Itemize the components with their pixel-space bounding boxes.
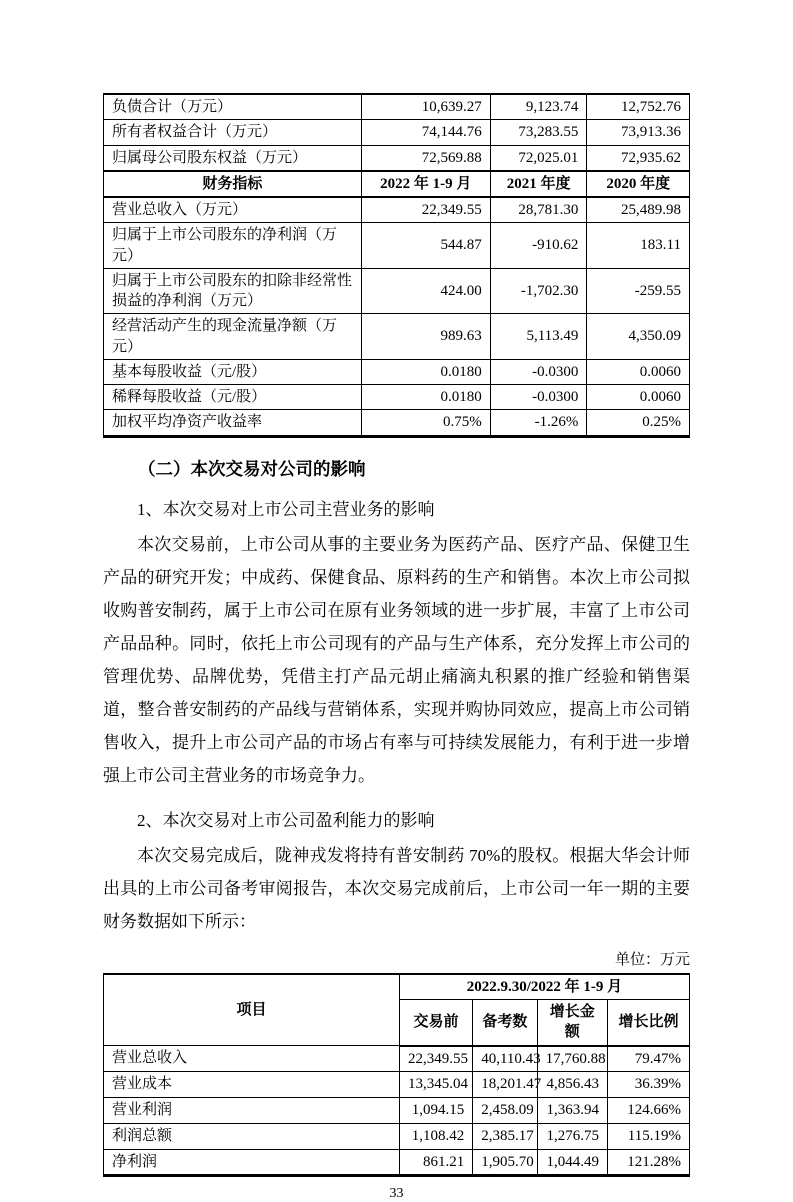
paragraph-2: 本次交易完成后，陇神戎发将持有普安制药 70%的股权。根据大华会计师出具的上市公司备考审阅报告，本次交易完成前后，上市公司一年一期的主要财务数据如下所示：	[103, 845, 690, 931]
value-cell: 79.47%	[607, 1046, 689, 1072]
header-cell: 增长比例	[607, 1000, 689, 1046]
page-number: 33	[389, 1186, 404, 1202]
table-row	[104, 223, 690, 269]
value-cell: -259.55	[587, 268, 690, 314]
value-cell: -910.62	[490, 223, 587, 269]
value-cell: 36.39%	[607, 1072, 689, 1098]
value-cell: 183.11	[587, 223, 690, 269]
value-cell: -1,702.30	[490, 268, 587, 314]
row-label-cell: 归属于上市公司股东的净利润（万元）	[104, 223, 362, 269]
value-cell: 115.19%	[607, 1124, 689, 1150]
value-cell: 13,345.04	[399, 1072, 472, 1098]
subsection-heading-2: 2、本次交易对上市公司盈利能力的影响	[137, 810, 435, 830]
row-label-cell: 营业成本	[104, 1072, 400, 1098]
header-cell: 项目	[104, 974, 400, 1046]
header-cell: 2022.9.30/2022 年 1-9 月	[399, 974, 689, 1000]
table-row	[104, 1046, 690, 1072]
header-cell: 2021 年度	[490, 171, 587, 197]
value-cell: 12,752.76	[587, 94, 690, 120]
value-cell: 25,489.98	[587, 197, 690, 223]
value-cell: 0.25%	[587, 410, 690, 436]
table-row	[104, 410, 690, 436]
value-cell: 73,913.36	[587, 120, 690, 145]
value-cell: 5,113.49	[490, 314, 587, 360]
table-row	[104, 94, 690, 120]
value-cell: 0.0180	[361, 385, 490, 410]
table-row	[104, 385, 690, 410]
table-row	[104, 145, 690, 171]
value-cell: -0.0300	[490, 359, 587, 384]
header-cell: 2020 年度	[587, 171, 690, 197]
value-cell: 4,856.43	[537, 1072, 607, 1098]
row-label-cell: 所有者权益合计（万元）	[104, 120, 362, 145]
value-cell: 0.0060	[587, 385, 690, 410]
subsection-heading-1: 1、本次交易对上市公司主营业务的影响	[137, 499, 435, 519]
value-cell: 1,044.49	[537, 1150, 607, 1176]
table-row	[104, 268, 690, 314]
value-cell: 1,276.75	[537, 1124, 607, 1150]
header-cell: 备考数	[473, 1000, 537, 1046]
row-label-cell: 归属于上市公司股东的扣除非经常性损益的净利润（万元）	[104, 268, 362, 314]
value-cell: 72,025.01	[490, 145, 587, 171]
proforma-comparison-table	[103, 973, 690, 1178]
table-row	[104, 1098, 690, 1124]
row-label-cell: 归属母公司股东权益（万元）	[104, 145, 362, 171]
row-label-cell: 加权平均净资产收益率	[104, 410, 362, 436]
value-cell: 0.0180	[361, 359, 490, 384]
paragraph-1: 本次交易前，上市公司从事的主要业务为医药产品、医疗产品、保健卫生产品的研究开发；中成药、保健食品、原料药的生产和销售。本次上市公司拟收购普安制药，属于上市公司在原有业务领域的进一步扩展，丰富了上市公司产品品种。同时，依托上市公司现有的产品与生产体系，充分发挥上市公司的管理优势、品牌优势，凭借主打产品元胡止痛滴丸积累的推广经验和销售渠道，整合普安制药的产品线与营销体系，实现并购协同效应，提高上市公司销售收入，提升上市公司产品的市场占有率与可持续发展能力，有利于进一步增强上市公司主营业务的市场竞争力。	[103, 534, 690, 785]
value-cell: 28,781.30	[490, 197, 587, 223]
value-cell: 22,349.55	[361, 197, 490, 223]
value-cell: 1,363.94	[537, 1098, 607, 1124]
row-label-cell: 利润总额	[104, 1124, 400, 1150]
value-cell: 0.0060	[587, 359, 690, 384]
value-cell: 1,905.70	[473, 1150, 537, 1176]
value-cell: 1,108.42	[399, 1124, 472, 1150]
value-cell: 22,349.55	[399, 1046, 472, 1072]
financial-indicators-table	[103, 93, 690, 438]
section-heading: （二）本次交易对公司的影响	[138, 458, 366, 479]
value-cell: 544.87	[361, 223, 490, 269]
value-cell: -0.0300	[490, 385, 587, 410]
value-cell: 74,144.76	[361, 120, 490, 145]
value-cell: 989.63	[361, 314, 490, 360]
table-row	[104, 120, 690, 145]
value-cell: 424.00	[361, 268, 490, 314]
row-label-cell: 净利润	[104, 1150, 400, 1176]
table-row	[104, 359, 690, 384]
table-row	[104, 1150, 690, 1176]
value-cell: 2,385.17	[473, 1124, 537, 1150]
value-cell: 10,639.27	[361, 94, 490, 120]
table-header-row	[104, 974, 690, 1000]
value-cell: -1.26%	[490, 410, 587, 436]
value-cell: 4,350.09	[587, 314, 690, 360]
value-cell: 9,123.74	[490, 94, 587, 120]
row-label-cell: 负债合计（万元）	[104, 94, 362, 120]
value-cell: 2,458.09	[473, 1098, 537, 1124]
unit-note: 单位：万元	[614, 951, 690, 968]
header-cell: 2022 年 1-9 月	[361, 171, 490, 197]
table-row	[104, 1124, 690, 1150]
value-cell: 72,569.88	[361, 145, 490, 171]
value-cell: 1,094.15	[399, 1098, 472, 1124]
table-header-row	[104, 171, 690, 197]
value-cell: 73,283.55	[490, 120, 587, 145]
table-row	[104, 1072, 690, 1098]
value-cell: 18,201.47	[473, 1072, 537, 1098]
value-cell: 40,110.43	[473, 1046, 537, 1072]
header-cell: 财务指标	[104, 171, 362, 197]
row-label-cell: 稀释每股收益（元/股）	[104, 385, 362, 410]
header-cell: 增长金额	[537, 1000, 607, 1046]
header-cell: 交易前	[399, 1000, 472, 1046]
table-row	[104, 197, 690, 223]
value-cell: 121.28%	[607, 1150, 689, 1176]
value-cell: 17,760.88	[537, 1046, 607, 1072]
value-cell: 72,935.62	[587, 145, 690, 171]
value-cell: 124.66%	[607, 1098, 689, 1124]
value-cell: 861.21	[399, 1150, 472, 1176]
table-row	[104, 314, 690, 360]
row-label-cell: 营业总收入（万元）	[104, 197, 362, 223]
row-label-cell: 基本每股收益（元/股）	[104, 359, 362, 384]
row-label-cell: 营业利润	[104, 1098, 400, 1124]
row-label-cell: 营业总收入	[104, 1046, 400, 1072]
value-cell: 0.75%	[361, 410, 490, 436]
row-label-cell: 经营活动产生的现金流量净额（万元）	[104, 314, 362, 360]
